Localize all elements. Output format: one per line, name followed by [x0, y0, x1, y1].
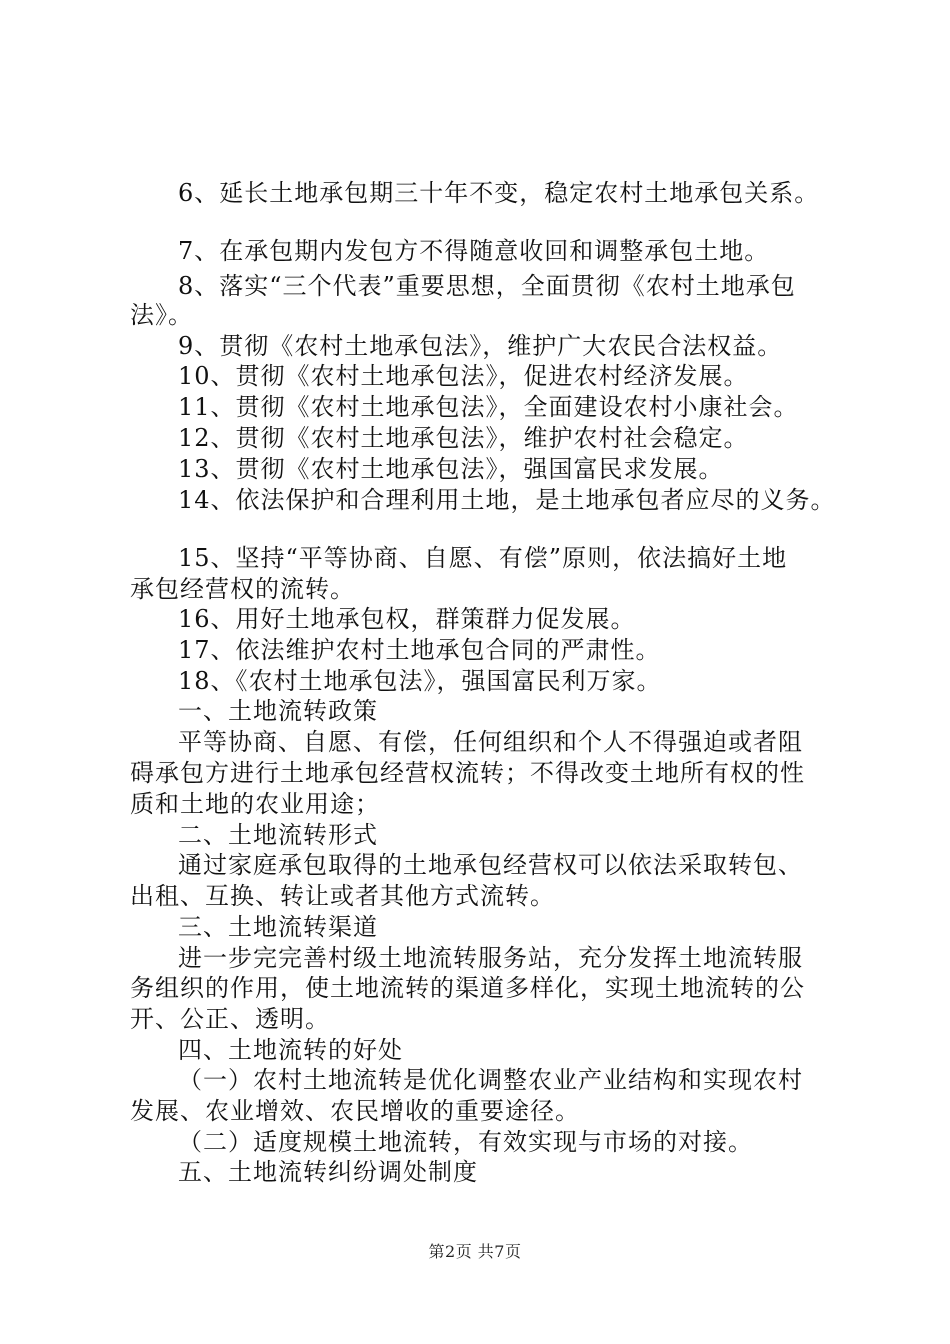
- paragraph-line: 7、在承包期内发包方不得随意收回和调整承包土地。: [178, 237, 770, 265]
- paragraph-line: 法》。: [130, 301, 193, 329]
- section-heading: 二、土地流转形式: [178, 821, 378, 849]
- paragraph-line: 碍承包方进行土地承包经营权流转；不得改变土地所有权的性: [130, 759, 805, 787]
- section-heading: 四、土地流转的好处: [178, 1036, 403, 1064]
- paragraph-line: 承包经营权的流转。: [130, 575, 355, 603]
- paragraph-line: 11、贯彻《农村土地承包法》，全面建设农村小康社会。: [178, 393, 799, 421]
- section-heading: 一、土地流转政策: [178, 697, 378, 725]
- section-heading: 三、土地流转渠道: [178, 913, 378, 941]
- paragraph-line: 18、《农村土地承包法》，强国富民利万家。: [178, 667, 662, 695]
- paragraph-line: 进一步完完善村级土地流转服务站，充分发挥土地流转服: [178, 944, 803, 972]
- paragraph-line: 6、延长土地承包期三十年不变，稳定农村土地承包关系。: [178, 179, 820, 207]
- paragraph-line: 13、贯彻《农村土地承包法》，强国富民求发展。: [178, 455, 724, 483]
- paragraph-line: 出租、互换、转让或者其他方式流转。: [130, 882, 555, 910]
- paragraph-line: （二）适度规模土地流转，有效实现与市场的对接。: [178, 1128, 753, 1156]
- paragraph-line: 15、坚持“平等协商、自愿、有偿”原则，依法搞好土地: [178, 544, 788, 572]
- paragraph-line: 10、贯彻《农村土地承包法》，促进农村经济发展。: [178, 362, 749, 390]
- paragraph-line: 17、依法维护农村土地承包合同的严肃性。: [178, 636, 661, 664]
- paragraph-line: 通过家庭承包取得的土地承包经营权可以依法采取转包、: [178, 851, 803, 879]
- paragraph-line: 14、依法保护和合理利用土地，是土地承包者应尽的义务。: [178, 486, 836, 514]
- paragraph-line: 开、公正、透明。: [130, 1005, 330, 1033]
- paragraph-line: 16、用好土地承包权，群策群力促发展。: [178, 605, 636, 633]
- paragraph-line: 务组织的作用，使土地流转的渠道多样化，实现土地流转的公: [130, 974, 805, 1002]
- paragraph-line: （一）农村土地流转是优化调整农业产业结构和实现农村: [178, 1066, 803, 1094]
- paragraph-line: 质和土地的农业用途；: [130, 790, 380, 818]
- paragraph-line: 9、贯彻《农村土地承包法》，维护广大农民合法权益。: [178, 332, 783, 360]
- section-heading: 五、土地流转纠纷调处制度: [178, 1158, 478, 1186]
- page-number-footer: 第2页 共7页: [428, 1242, 522, 1261]
- paragraph-line: 发展、农业增效、农民增收的重要途径。: [130, 1097, 580, 1125]
- paragraph-line: 平等协商、自愿、有偿，任何组织和个人不得强迫或者阻: [178, 728, 803, 756]
- paragraph-line: 12、贯彻《农村土地承包法》，维护农村社会稳定。: [178, 424, 749, 452]
- paragraph-line: 8、落实“三个代表”重要思想，全面贯彻《农村土地承包: [178, 272, 796, 300]
